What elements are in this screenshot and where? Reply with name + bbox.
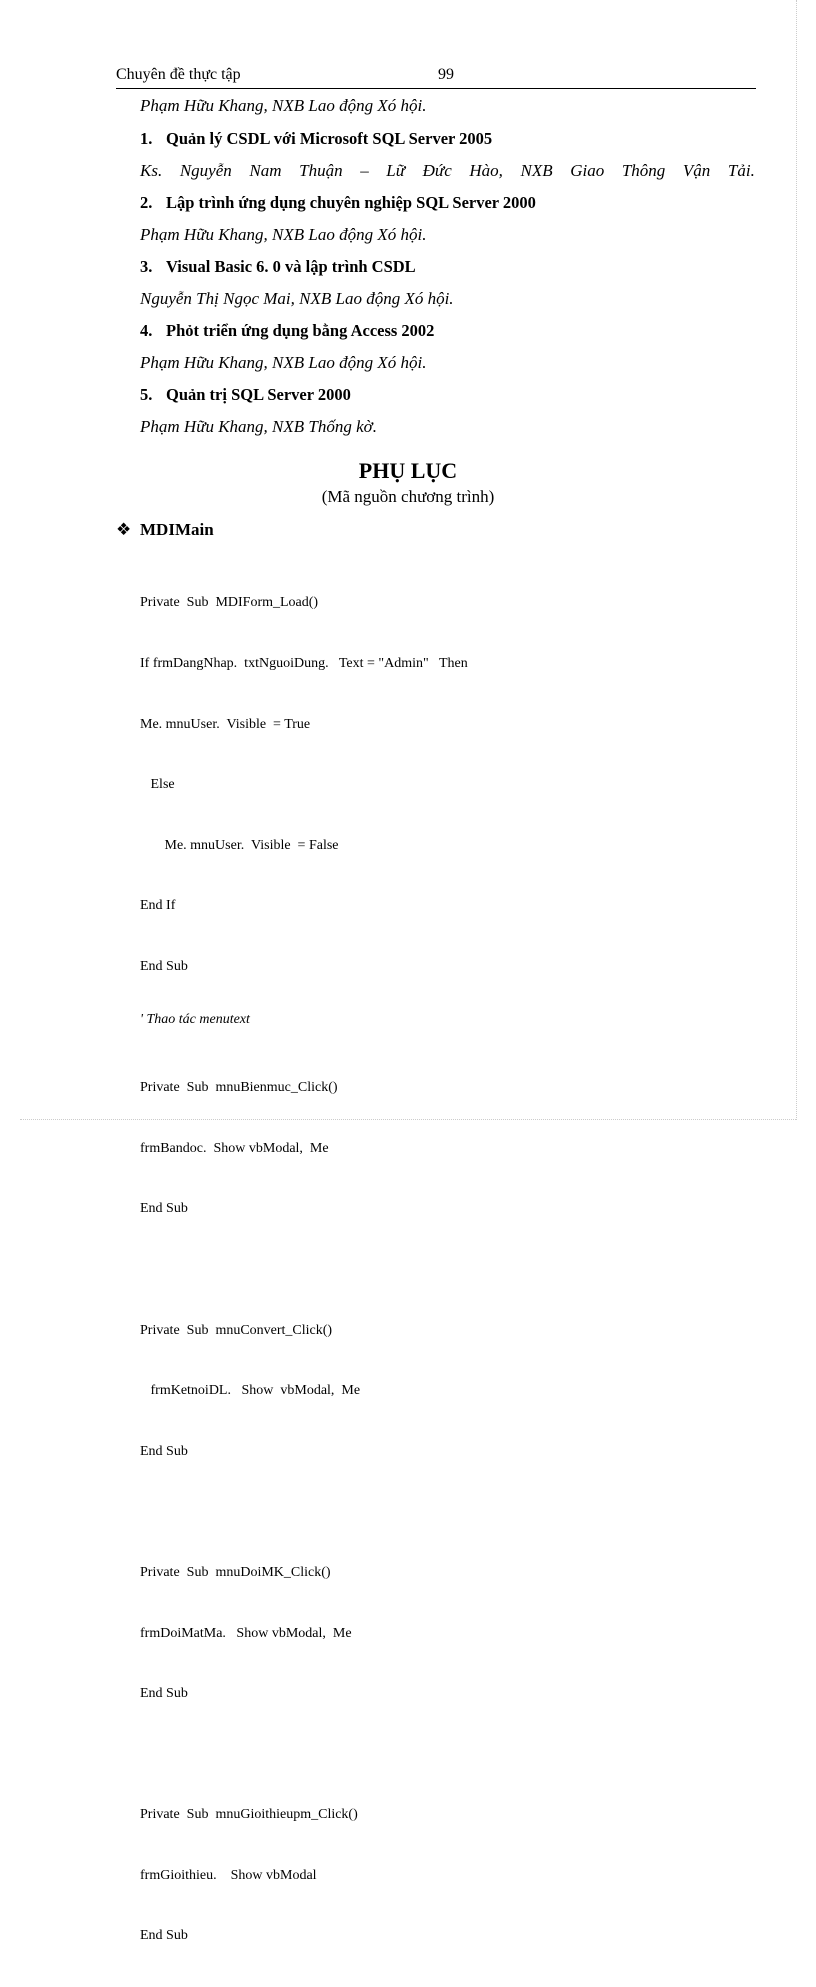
code-line: Private Sub mnuBienmuc_Click() [140, 1080, 338, 1096]
code-comment: ' Thao tác menutext [140, 1012, 250, 1027]
code-line: Private Sub mnuDoiMK_Click() [140, 1564, 331, 1580]
page-number: 99 [438, 66, 454, 83]
page-header [116, 64, 756, 89]
reference-author [140, 161, 755, 181]
reference-number: 2. [140, 193, 153, 212]
reference-title [140, 257, 416, 277]
reference-author: Phạm Hữu Khang, NXB Lao động Xó hội. [140, 225, 427, 244]
author-word: Thông [621, 161, 666, 180]
code-line: frmGioithieu. Show vbModal [140, 1867, 317, 1883]
code-line: Private Sub mnuConvert_Click() [140, 1322, 333, 1338]
reference-author: Nguyễn Thị Ngọc Mai, NXB Lao động Xó hội. [140, 289, 454, 308]
code-block [140, 553, 468, 1987]
author-word: Vận [682, 161, 711, 180]
section-heading [116, 520, 214, 540]
code-line [140, 1260, 468, 1280]
reference-number: 3. [140, 257, 153, 276]
page-edge-bottom [20, 1119, 796, 1120]
code-line: Me. mnuUser. Visible = False [140, 837, 339, 853]
reference-title-text: Visual Basic 6. 0 và lập trình CSDL [166, 257, 416, 276]
section-title: MDIMain [140, 520, 214, 539]
code-line: Else [140, 777, 175, 793]
reference-title-text: Lập trình ứng dụng chuyên nghiệp SQL Server 2000 [166, 193, 536, 212]
reference-author: Phạm Hữu Khang, NXB Lao động Xó hội. [140, 353, 427, 372]
page-edge-right [796, 0, 797, 1120]
header-title: Chuyên đề thực tập [116, 66, 241, 83]
reference-title [140, 385, 351, 405]
reference-title-text: Phỏt triển ứng dụng bằng Access 2002 [166, 321, 435, 340]
reference-title-text: Quản lý CSDL với Microsoft SQL Server 2005 [166, 129, 493, 148]
diamond-bullet-icon: ❖ [116, 520, 132, 539]
reference-author: Phạm Hữu Khang, NXB Lao động Xó hội. [140, 96, 427, 115]
author-word: Nam [249, 161, 282, 180]
appendix-title: PHỤ LỤC [358, 458, 458, 483]
code-line: End If [140, 898, 176, 914]
reference-number: 1. [140, 129, 153, 148]
code-line [140, 1502, 468, 1522]
author-word: NXB [520, 161, 553, 180]
code-line: frmBandoc. Show vbModal, Me [140, 1140, 329, 1156]
code-line: Private Sub MDIForm_Load() [140, 595, 319, 611]
reference-number: 5. [140, 385, 153, 404]
reference-title [140, 193, 536, 213]
reference-title [140, 129, 492, 149]
author-word: Ks. [140, 161, 163, 180]
author-word: Giao [570, 161, 605, 180]
code-line: End Sub [140, 1928, 188, 1944]
author-word: Đức [422, 161, 452, 180]
code-line: frmKetnoiDL. Show vbModal, Me [140, 1383, 361, 1399]
code-line: End Sub [140, 1201, 188, 1217]
author-word: Hào, [469, 161, 503, 180]
reference-author: Phạm Hữu Khang, NXB Thống kờ. [140, 417, 377, 436]
appendix-subtitle: (Mã nguồn chương trình) [321, 487, 495, 506]
author-word: Lữ [386, 161, 406, 180]
reference-title [140, 321, 434, 341]
code-line: End Sub [140, 1443, 188, 1459]
code-line: Private Sub mnuGioithieupm_Click() [140, 1807, 358, 1823]
code-line: frmDoiMatMa. Show vbModal, Me [140, 1625, 352, 1641]
code-line: Me. mnuUser. Visible = True [140, 716, 311, 732]
reference-title-text: Quản trị SQL Server 2000 [166, 385, 351, 404]
code-line: End Sub [140, 1686, 188, 1702]
reference-number: 4. [140, 321, 153, 340]
author-word: Thuận [299, 161, 343, 180]
code-line: If frmDangNhap. txtNguoiDung. Text = "Admin" Then [140, 656, 468, 671]
author-word: – [360, 161, 369, 180]
code-line: End Sub [140, 958, 188, 974]
author-word: Tải. [727, 161, 755, 180]
author-word: Nguyễn [179, 161, 232, 180]
code-line [140, 1745, 468, 1765]
